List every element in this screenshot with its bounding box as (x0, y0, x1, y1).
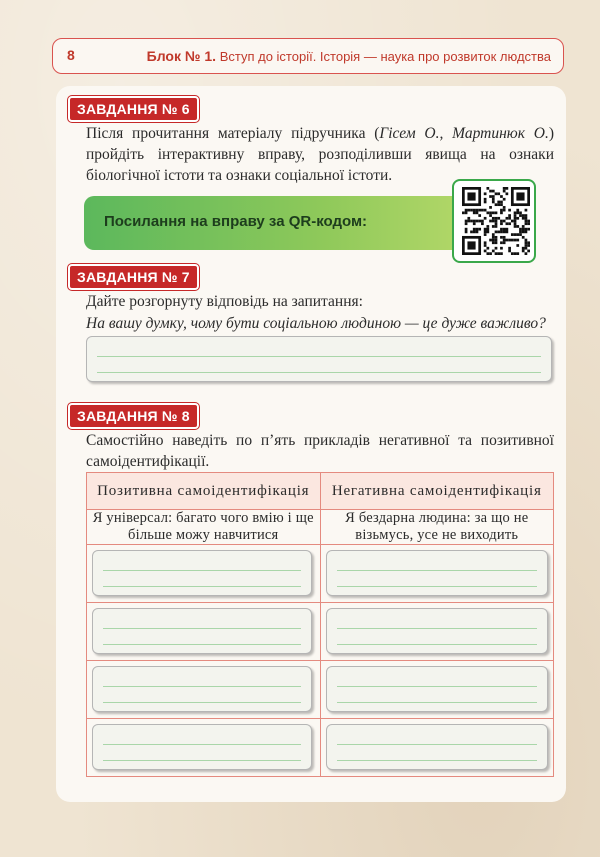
task-6-text-post: ) пройдіть інтерактивну вправу, розподіливши явища на ознаки біологічної істоти та ознаки соціальної істоти. (86, 125, 555, 184)
positive-answer-field-2[interactable] (92, 608, 312, 654)
answer-cell (87, 661, 321, 719)
negative-answer-field-2[interactable] (326, 608, 548, 654)
block-label: Блок № 1. (146, 48, 217, 64)
task-8-instruction: Самостійно наведіть по п’ять прикладів негативної та позитивної самоідентифікації. (86, 432, 554, 470)
answer-cell (320, 661, 554, 719)
page-number: 8 (67, 47, 75, 63)
positive-answer-field-3[interactable] (92, 666, 312, 712)
answer-cell (320, 545, 554, 603)
task-8-badge: ЗАВДАННЯ № 8 (68, 403, 199, 429)
page-header (52, 38, 564, 74)
table-row (87, 510, 554, 545)
answer-cell (87, 719, 321, 777)
table-row (87, 545, 554, 603)
answer-line (97, 356, 541, 357)
positive-answer-field-1[interactable] (92, 550, 312, 596)
qr-code[interactable] (452, 179, 536, 263)
column-header-negative: Негативна самоідентифікація (320, 473, 554, 510)
example-negative: Я бездарна людина: за що не візьмусь, усе не виходить (320, 510, 554, 545)
task-7-answer-field[interactable] (86, 336, 552, 382)
example-positive: Я універсал: багато чого вмію і ще більше можу навчитися (87, 510, 321, 545)
self-identification-table (86, 472, 554, 777)
positive-answer-field-4[interactable] (92, 724, 312, 770)
answer-cell (87, 603, 321, 661)
qr-link-bar (84, 196, 484, 250)
negative-answer-field-1[interactable] (326, 550, 548, 596)
table-header-row (87, 473, 554, 510)
answer-cell (320, 603, 554, 661)
answer-cell (87, 545, 321, 603)
answer-line (97, 372, 541, 373)
task-6-authors: Гісем О., Мартинюк О. (379, 125, 549, 142)
qr-code-icon (462, 187, 530, 255)
task-6-text (86, 123, 554, 186)
table-row (87, 661, 554, 719)
table-row (87, 719, 554, 777)
negative-answer-field-3[interactable] (326, 666, 548, 712)
column-header-positive: Позитивна самоідентифікація (87, 473, 321, 510)
negative-answer-field-4[interactable] (326, 724, 548, 770)
task-6-badge: ЗАВДАННЯ № 6 (68, 96, 199, 122)
block-subtitle: Вступ до історії. Історія — наука про розвиток людства (219, 49, 551, 64)
task-6-text-pre: Після прочитання матеріалу підручника ( (86, 125, 380, 142)
task-7-badge: ЗАВДАННЯ № 7 (68, 264, 199, 290)
answer-cell (320, 719, 554, 777)
block-title (147, 48, 551, 64)
qr-link-label: Посилання на вправу за QR-кодом: (104, 213, 368, 230)
task-7-question: На вашу думку, чому бути соціальною людиною — це дуже важливо? (86, 315, 546, 332)
table-row (87, 603, 554, 661)
task-7-instruction: Дайте розгорнуту відповідь на запитання: (86, 293, 363, 310)
